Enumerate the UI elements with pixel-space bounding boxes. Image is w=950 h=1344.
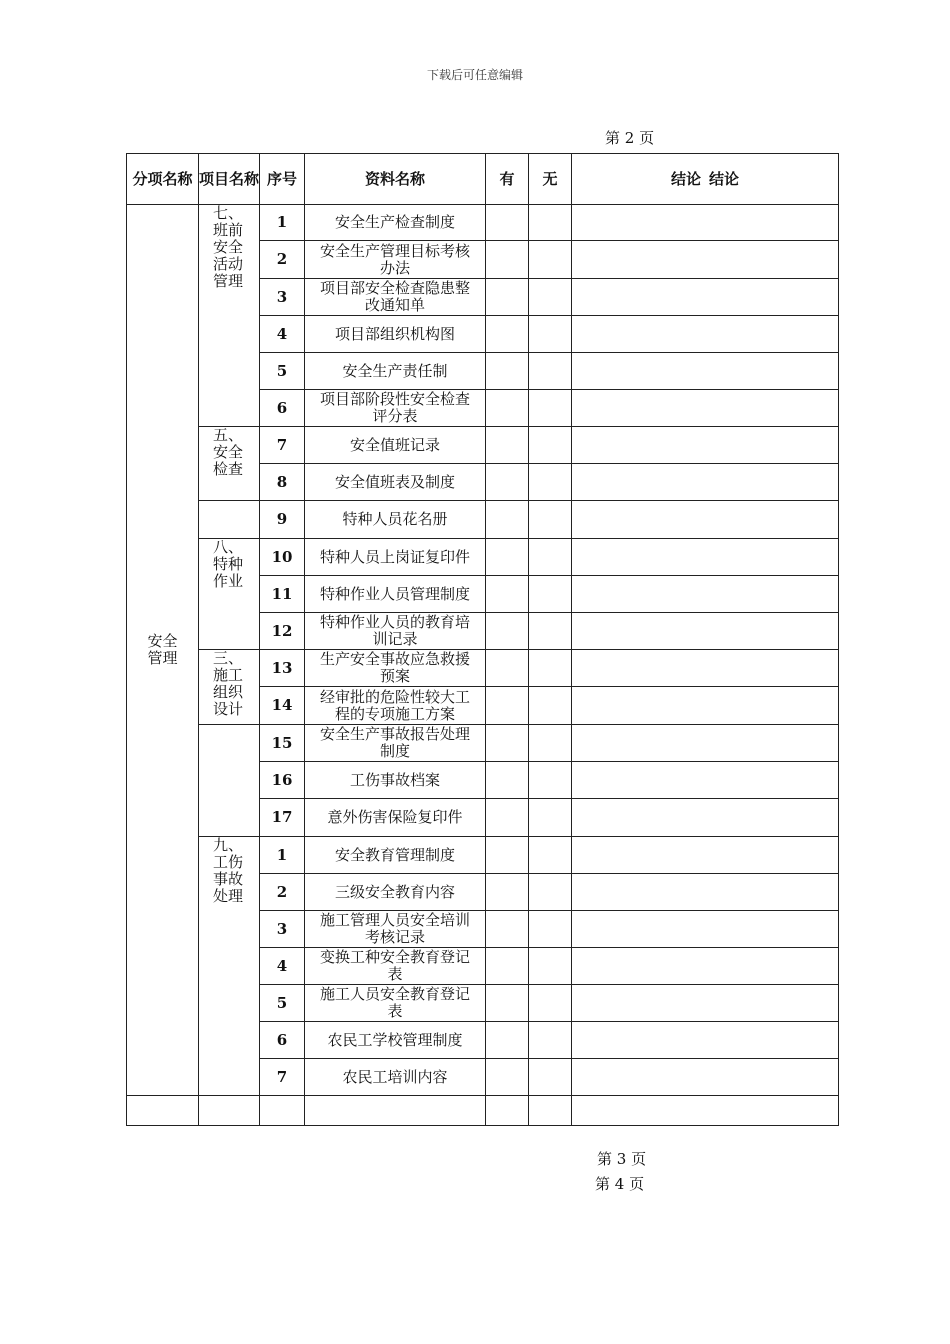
- group-label: 安全管理: [147, 632, 178, 667]
- row-number: 7: [260, 1059, 305, 1096]
- document-name: 安全值班记录: [305, 427, 486, 464]
- has-cell: [486, 279, 529, 316]
- document-name: 工伤事故档案: [305, 762, 486, 799]
- none-cell: [529, 725, 572, 762]
- conclusion-cell: [572, 725, 839, 762]
- document-name: 生产安全事故应急救援预案: [305, 650, 486, 687]
- has-cell: [486, 874, 529, 911]
- row-number: 6: [260, 1022, 305, 1059]
- row-number: 8: [260, 464, 305, 501]
- has-cell: [486, 205, 529, 241]
- conclusion-cell: [572, 501, 839, 539]
- none-cell: [529, 911, 572, 948]
- none-cell: [529, 464, 572, 501]
- page-number-bottom-2: 第 4 页: [595, 1175, 645, 1193]
- conclusion-cell: [572, 1022, 839, 1059]
- category-cell: [199, 837, 260, 1096]
- conclusion-cell: [572, 1059, 839, 1096]
- none-cell: [529, 390, 572, 427]
- table-row: [127, 205, 839, 241]
- document-name: 意外伤害保险复印件: [305, 799, 486, 837]
- row-number: 2: [260, 241, 305, 279]
- row-number: 13: [260, 650, 305, 687]
- has-cell: [486, 316, 529, 353]
- none-cell: [529, 985, 572, 1022]
- has-cell: [486, 1059, 529, 1096]
- none-cell: [529, 687, 572, 725]
- has-cell: [486, 687, 529, 725]
- document-name: 安全教育管理制度: [305, 837, 486, 874]
- document-name: 特种作业人员的教育培训记录: [305, 613, 486, 650]
- document-name: 安全生产责任制: [305, 353, 486, 390]
- has-cell: [486, 985, 529, 1022]
- row-number: 4: [260, 948, 305, 985]
- category-cell: [199, 539, 260, 650]
- conclusion-cell: [572, 353, 839, 390]
- row-number: 17: [260, 799, 305, 837]
- page-number-bottom-1: 第 3 页: [597, 1150, 647, 1168]
- conclusion-cell: [572, 390, 839, 427]
- safety-records-table: [126, 153, 839, 1126]
- table-header-row: [127, 154, 839, 205]
- conclusion-cell: [572, 205, 839, 241]
- document-name: 安全生产事故报告处理制度: [305, 725, 486, 762]
- row-number: 5: [260, 353, 305, 390]
- none-cell: [529, 874, 572, 911]
- none-cell: [529, 1059, 572, 1096]
- conclusion-cell: [572, 837, 839, 874]
- table-body: [127, 205, 839, 1126]
- conclusion-cell: [572, 427, 839, 464]
- conclusion-cell: [572, 464, 839, 501]
- conclusion-cell: [572, 613, 839, 650]
- document-name: 施工管理人员安全培训考核记录: [305, 911, 486, 948]
- document-name: 项目部安全检查隐患整改通知单: [305, 279, 486, 316]
- table-row: [127, 1096, 839, 1126]
- row-number: 7: [260, 427, 305, 464]
- category-cell: [199, 725, 260, 837]
- document-name: [305, 1096, 486, 1126]
- none-cell: [529, 316, 572, 353]
- conclusion-cell: [572, 279, 839, 316]
- group-label-cell: [127, 205, 199, 1096]
- header-document-name: 资料名称: [305, 154, 486, 205]
- group-label-cell: [127, 1096, 199, 1126]
- category-cell: [199, 1096, 260, 1126]
- table-row: [127, 539, 839, 576]
- has-cell: [486, 613, 529, 650]
- document-name: 施工人员安全教育登记表: [305, 985, 486, 1022]
- header-conclusion: [572, 154, 839, 205]
- has-cell: [486, 353, 529, 390]
- conclusion-label-bold: 结论: [709, 169, 740, 188]
- table-row: [127, 501, 839, 539]
- document-name: 安全生产检查制度: [305, 205, 486, 241]
- none-cell: [529, 501, 572, 539]
- page-number-top: 第 2 页: [605, 129, 655, 147]
- row-number: 6: [260, 390, 305, 427]
- header-has: 有: [486, 154, 529, 205]
- conclusion-cell: [572, 687, 839, 725]
- has-cell: [486, 948, 529, 985]
- has-cell: [486, 762, 529, 799]
- row-number: 3: [260, 279, 305, 316]
- none-cell: [529, 1022, 572, 1059]
- document-name: 项目部组织机构图: [305, 316, 486, 353]
- header-number: 序号: [260, 154, 305, 205]
- document-name: 农民工学校管理制度: [305, 1022, 486, 1059]
- conclusion-cell: [572, 948, 839, 985]
- category-label: 八、特种作业: [213, 538, 244, 590]
- has-cell: [486, 1096, 529, 1126]
- none-cell: [529, 948, 572, 985]
- conclusion-cell: [572, 874, 839, 911]
- document-name: 项目部阶段性安全检查评分表: [305, 390, 486, 427]
- conclusion-cell: [572, 911, 839, 948]
- category-cell: [199, 650, 260, 725]
- row-number: 4: [260, 316, 305, 353]
- row-number: 1: [260, 205, 305, 241]
- table-row: [127, 427, 839, 464]
- conclusion-cell: [572, 985, 839, 1022]
- row-number: [260, 1096, 305, 1126]
- conclusion-cell: [572, 650, 839, 687]
- conclusion-cell: [572, 576, 839, 613]
- none-cell: [529, 799, 572, 837]
- document-name: 变换工种安全教育登记表: [305, 948, 486, 985]
- conclusion-cell: [572, 539, 839, 576]
- has-cell: [486, 911, 529, 948]
- row-number: 10: [260, 539, 305, 576]
- has-cell: [486, 427, 529, 464]
- has-cell: [486, 390, 529, 427]
- row-number: 16: [260, 762, 305, 799]
- none-cell: [529, 205, 572, 241]
- conclusion-cell: [572, 316, 839, 353]
- none-cell: [529, 650, 572, 687]
- document-name: 农民工培训内容: [305, 1059, 486, 1096]
- category-label: 七、班前安全活动管理: [213, 204, 244, 290]
- document-name: 安全值班表及制度: [305, 464, 486, 501]
- document-name: 特种作业人员管理制度: [305, 576, 486, 613]
- document-name: 特种人员花名册: [305, 501, 486, 539]
- has-cell: [486, 837, 529, 874]
- table-row: [127, 837, 839, 874]
- none-cell: [529, 762, 572, 799]
- document-name: 安全生产管理目标考核办法: [305, 241, 486, 279]
- category-cell: [199, 205, 260, 427]
- has-cell: [486, 576, 529, 613]
- conclusion-label: 结论: [670, 169, 701, 188]
- has-cell: [486, 464, 529, 501]
- conclusion-cell: [572, 762, 839, 799]
- conclusion-cell: [572, 799, 839, 837]
- document-name: 特种人员上岗证复印件: [305, 539, 486, 576]
- row-number: 1: [260, 837, 305, 874]
- none-cell: [529, 576, 572, 613]
- header-none: 无: [529, 154, 572, 205]
- conclusion-cell: [572, 241, 839, 279]
- row-number: 14: [260, 687, 305, 725]
- has-cell: [486, 1022, 529, 1059]
- category-label: 九、工伤事故处理: [213, 836, 244, 905]
- category-cell: [199, 501, 260, 539]
- row-number: 2: [260, 874, 305, 911]
- row-number: 5: [260, 985, 305, 1022]
- category-label: 三、施工组织设计: [213, 649, 244, 718]
- category-label: 五、安全检查: [213, 426, 244, 478]
- has-cell: [486, 501, 529, 539]
- conclusion-cell: [572, 1096, 839, 1126]
- row-number: 12: [260, 613, 305, 650]
- none-cell: [529, 837, 572, 874]
- has-cell: [486, 539, 529, 576]
- none-cell: [529, 279, 572, 316]
- header-project: 项目名称: [199, 154, 260, 205]
- none-cell: [529, 1096, 572, 1126]
- header-note: 下载后可任意编辑: [426, 68, 523, 82]
- none-cell: [529, 241, 572, 279]
- document-name: 三级安全教育内容: [305, 874, 486, 911]
- row-number: 9: [260, 501, 305, 539]
- has-cell: [486, 650, 529, 687]
- has-cell: [486, 725, 529, 762]
- none-cell: [529, 353, 572, 390]
- table-row: [127, 650, 839, 687]
- row-number: 11: [260, 576, 305, 613]
- has-cell: [486, 799, 529, 837]
- table-row: [127, 725, 839, 762]
- header-category: 分项名称: [127, 154, 199, 205]
- none-cell: [529, 539, 572, 576]
- none-cell: [529, 613, 572, 650]
- row-number: 3: [260, 911, 305, 948]
- none-cell: [529, 427, 572, 464]
- has-cell: [486, 241, 529, 279]
- category-cell: [199, 427, 260, 501]
- row-number: 15: [260, 725, 305, 762]
- document-name: 经审批的危险性较大工程的专项施工方案: [305, 687, 486, 725]
